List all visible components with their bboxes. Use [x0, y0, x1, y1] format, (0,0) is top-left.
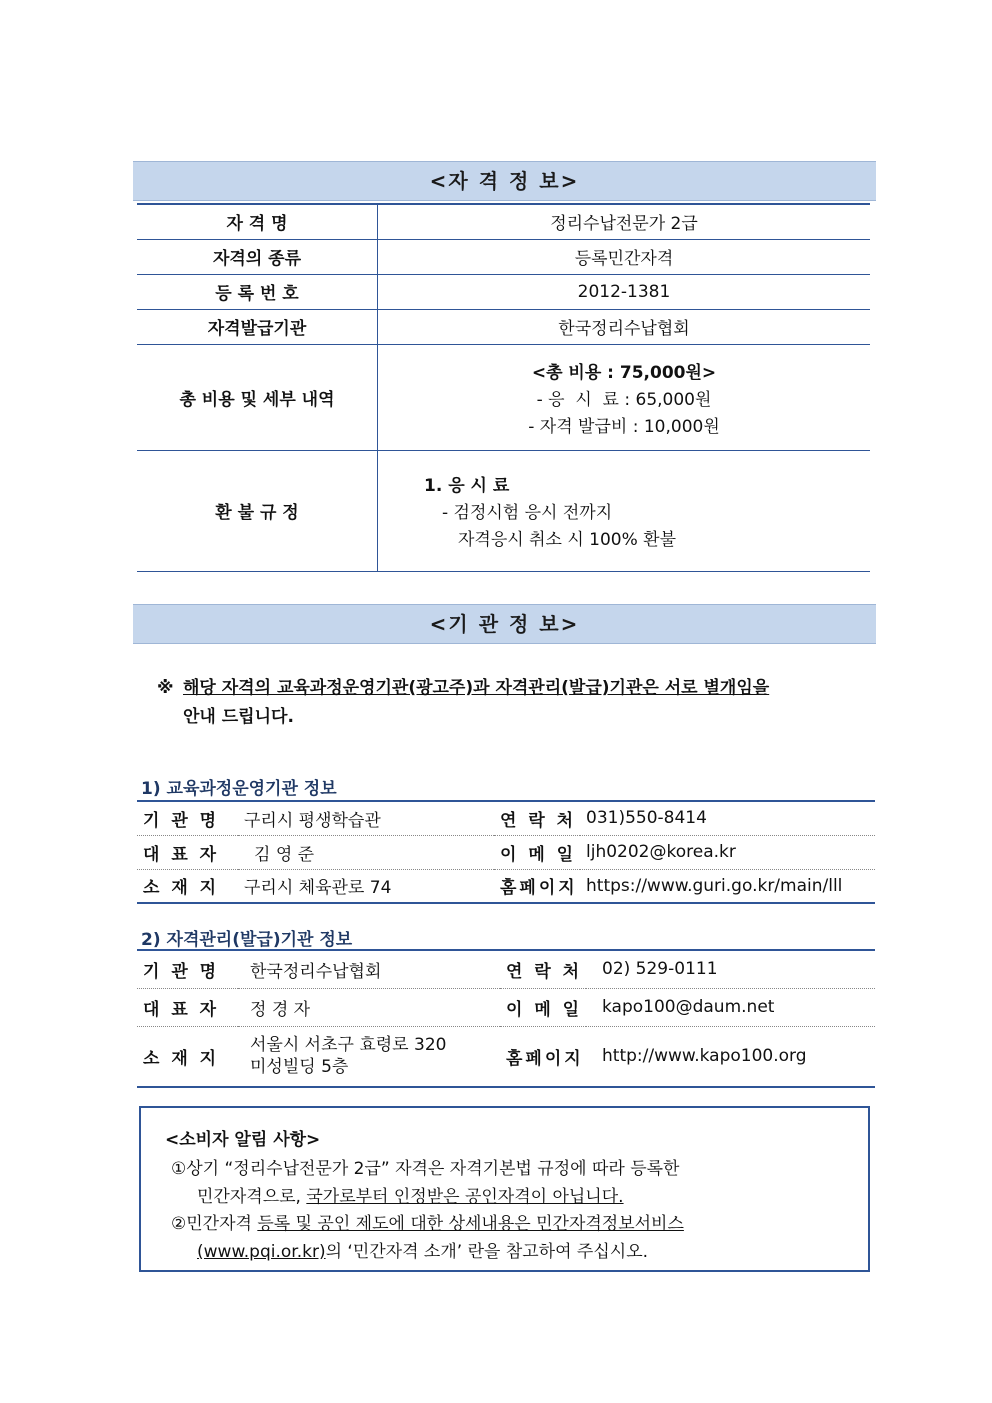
- cert-rep-value: 정 경 자: [238, 988, 500, 1026]
- organization-info-banner: [133, 604, 876, 644]
- cert-name-value: 한국정리수납협회: [238, 950, 500, 988]
- table-row: [137, 204, 870, 239]
- refund-label: 환 불 규 정: [137, 450, 378, 571]
- pqi-link[interactable]: (www.pqi.or.kr): [197, 1242, 326, 1262]
- table-row: [137, 1026, 875, 1087]
- registration-number-value: 2012-1381: [378, 274, 871, 309]
- edu-contact-value: 031)550-8414: [580, 801, 875, 835]
- edu-email-value[interactable]: ljh0202@korea.kr: [580, 835, 875, 869]
- qualification-table: [137, 203, 870, 572]
- cert-org-heading: 2) 자격관리(발급)기관 정보: [141, 930, 353, 950]
- table-row: [137, 988, 875, 1026]
- cert-email-label: 이 메 일: [500, 988, 586, 1026]
- reference-mark-icon: ※: [157, 678, 174, 698]
- cert-addr-label: 소 재 지: [137, 1026, 238, 1087]
- edu-addr-value: 구리시 체육관로 74: [238, 869, 494, 903]
- qualification-name-label: 자 격 명: [137, 204, 378, 239]
- cost-issue-fee: - 자격 발급비 : 10,000원: [528, 416, 720, 437]
- consumer-item-1-text-b-underlined: 국가로부터 인정받은 공인자격이 아닙니다.: [306, 1187, 624, 1207]
- notice-text-2: 안내 드립니다.: [183, 707, 294, 727]
- notice-line-1: [157, 674, 857, 703]
- refund-line-1: - 검정시험 응시 전까지: [442, 503, 613, 523]
- edu-addr-label: 소 재 지: [137, 869, 238, 903]
- refund-line-2: 자격응시 취소 시 100% 환불: [458, 530, 677, 550]
- notice-text-1: 해당 자격의 교육과정운영기관(광고주)과 자격관리(발급)기관은 서로 별개임을: [183, 678, 770, 698]
- consumer-notice-title: <소비자 알림 사항>: [165, 1130, 321, 1150]
- edu-rep-value: 김 영 준: [238, 835, 494, 869]
- edu-org-table: [137, 800, 875, 904]
- edu-org-heading: 1) 교육과정운영기관 정보: [141, 779, 337, 799]
- table-row: [137, 344, 870, 450]
- cost-exam-fee: - 응 시 료 : 65,000원: [536, 389, 712, 410]
- cert-rep-label: 대 표 자: [137, 988, 238, 1026]
- qualification-name-value: 정리수납전문가 2급: [378, 204, 871, 239]
- table-row: [137, 450, 870, 571]
- refund-heading: 1. 응 시 료: [424, 476, 510, 496]
- consumer-item-2-line-2: [197, 1237, 648, 1262]
- qualification-info-title: <자 격 정 보>: [429, 169, 580, 193]
- edu-home-link[interactable]: https://www.guri.go.kr/main/lll: [580, 869, 875, 903]
- consumer-item-2-line-1: [171, 1209, 684, 1234]
- edu-home-label: 홈페이지: [494, 869, 580, 903]
- consumer-item-2-text-b: 의 ‘민간자격 소개’ 란을 참고하여 주십시오.: [325, 1242, 649, 1262]
- consumer-item-1-line-1: [171, 1154, 679, 1179]
- cert-org-table: [137, 949, 875, 1088]
- consumer-item-2-text-a: 민간자격: [186, 1214, 258, 1234]
- qualification-type-label: 자격의 종류: [137, 239, 378, 274]
- cost-label: 총 비용 및 세부 내역: [137, 344, 378, 450]
- edu-name-value: 구리시 평생학습관: [238, 801, 494, 835]
- consumer-item-2-text-a-underlined: 등록 및 공인 제도에 대한 상세내용은 민간자격정보서비스: [257, 1214, 684, 1234]
- cert-name-label: 기 관 명: [137, 950, 238, 988]
- consumer-item-1-line-2: [197, 1182, 624, 1207]
- cert-home-label: 홈페이지: [500, 1026, 586, 1087]
- cert-addr-value: [238, 1026, 500, 1087]
- cert-home-link[interactable]: http://www.kapo100.org: [586, 1026, 875, 1087]
- table-row: [137, 801, 875, 835]
- consumer-notice-box: [139, 1106, 870, 1272]
- cert-contact-label: 연 락 처: [500, 950, 586, 988]
- edu-name-label: 기 관 명: [137, 801, 238, 835]
- table-row: [137, 239, 870, 274]
- table-row: [137, 835, 875, 869]
- qualification-type-value: 등록민간자격: [378, 239, 871, 274]
- cert-addr-line-2: 미성빌딩 5층: [250, 1057, 349, 1078]
- consumer-item-1-text-a: 상기 “정리수납전문가 2급” 자격은 자격기본법 규정에 따라 등록한: [186, 1159, 680, 1179]
- issuer-value: 한국정리수납협회: [378, 309, 871, 344]
- registration-number-label: 등 록 번 호: [137, 274, 378, 309]
- cost-total: <총 비용 : 75,000원>: [531, 362, 717, 383]
- cert-contact-value: 02) 529-0111: [586, 950, 875, 988]
- circled-two-icon: ②: [171, 1214, 187, 1234]
- organization-info-title: <기 관 정 보>: [429, 612, 580, 636]
- edu-rep-label: 대 표 자: [137, 835, 238, 869]
- cert-email-value[interactable]: kapo100@daum.net: [586, 988, 875, 1026]
- cost-details: [378, 344, 871, 450]
- refund-details: [378, 450, 871, 571]
- edu-contact-label: 연 락 처: [494, 801, 580, 835]
- table-row: [137, 950, 875, 988]
- cert-addr-line-1: 서울시 서초구 효령로 320: [250, 1035, 447, 1056]
- consumer-item-1-text-b: 민간자격으로,: [197, 1187, 307, 1207]
- table-row: [137, 274, 870, 309]
- qualification-info-banner: [133, 161, 876, 201]
- table-row: [137, 869, 875, 903]
- circled-one-icon: ①: [171, 1159, 187, 1179]
- issuer-label: 자격발급기관: [137, 309, 378, 344]
- edu-email-label: 이 메 일: [494, 835, 580, 869]
- separation-notice: [157, 674, 857, 732]
- table-row: [137, 309, 870, 344]
